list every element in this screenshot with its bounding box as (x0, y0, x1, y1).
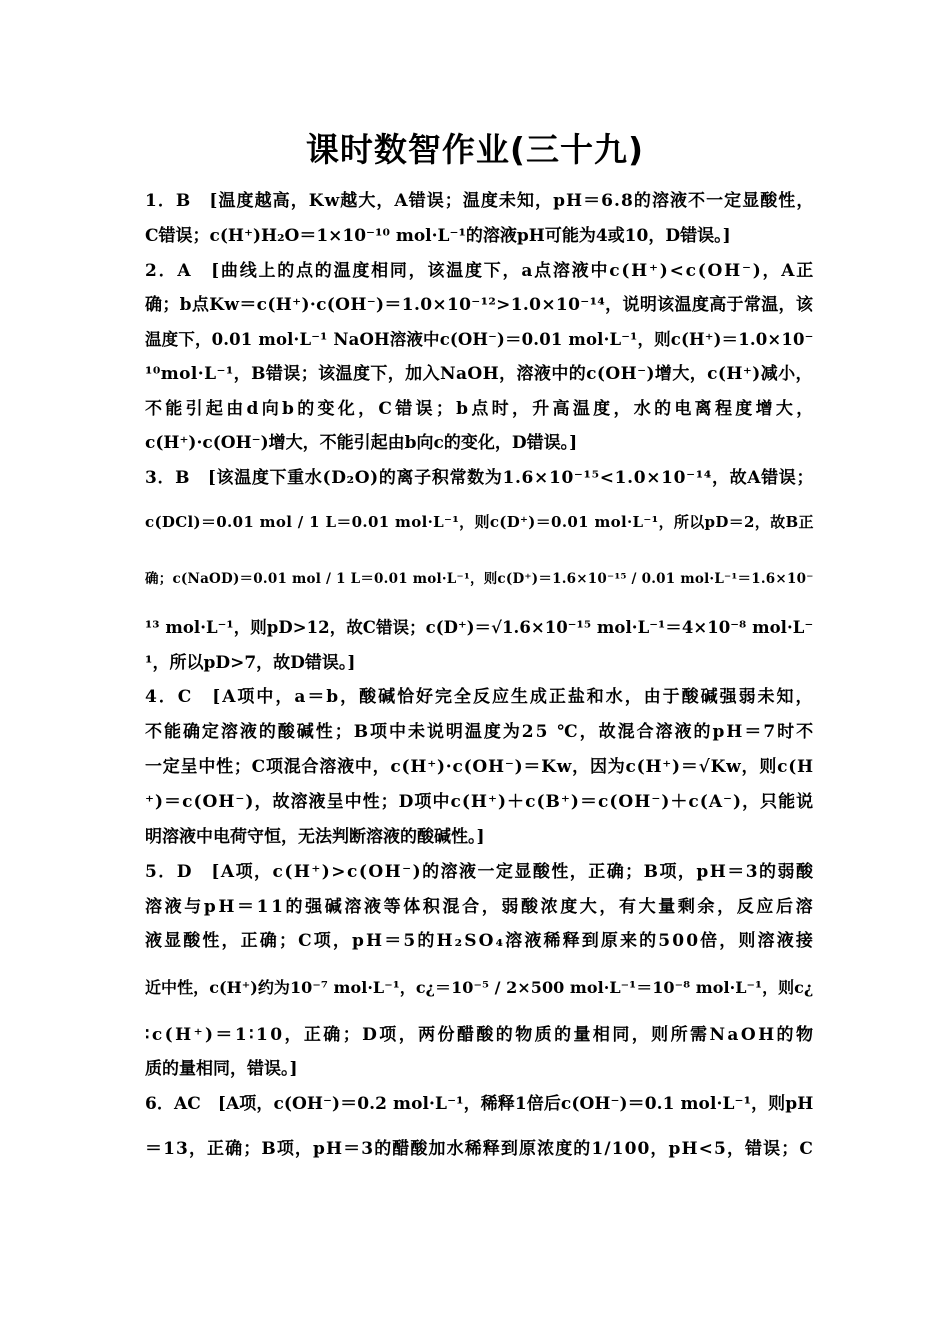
text-line: 明溶液中电荷守恒，无法判断溶液的酸碱性。] (145, 827, 485, 847)
text-line: ⁺)＝c(OH⁻)，故溶液呈中性；D项中c(H⁺)＋c(B⁺)＝c(OH⁻)＋c(A⁻)，只能说 (145, 792, 815, 812)
text-line: 近中性，c(H⁺)约为10⁻⁷ mol·L⁻¹，c¿＝10⁻⁵ / 2×500 mol·L⁻¹＝10⁻⁸ mol·L⁻¹，则c¿ (145, 978, 814, 997)
text-line: 1．B [温度越高，Kw越大，A错误；温度未知，pH＝6.8的溶液不一定显酸性， (145, 191, 815, 211)
text-line: ∶c(H⁺)＝1∶10，正确；D项，两份醋酸的物质的量相同，则所需NaOH的物 (145, 1025, 816, 1045)
text-line: c(H⁺)·c(OH⁻)增大，不能引起由b向c的变化，D错误。] (145, 433, 578, 453)
text-line: 6．AC [A项，c(OH⁻)＝0.2 mol·L⁻¹，稀释1倍后c(OH⁻)＝0.1 mol·L⁻¹，则pH (145, 1094, 814, 1114)
text-line: ¹³ mol·L⁻¹，则pD>12，故C错误；c(D⁺)＝√1.6×10⁻¹⁵ mol·L⁻¹＝4×10⁻⁸ mol·L⁻ (145, 618, 814, 637)
text-line: 不能确定溶液的酸碱性；B项中未说明温度为25 ℃，故混合溶液的pH＝7时不 (145, 722, 816, 742)
text-line: 溶液与pH＝11的强碱溶液等体积混合，弱酸浓度大，有大量剩余，反应后溶 (145, 897, 816, 917)
text-line: 4．C [A项中，a＝b，酸碱恰好完全反应生成正盐和水，由于酸碱强弱未知， (145, 687, 815, 707)
text-line: C错误；c(H⁺)H₂O＝1×10⁻¹⁰ mol·L⁻¹的溶液pH可能为4或10，D错误。] (145, 226, 731, 246)
text-line: ¹，所以pD>7，故D错误。] (145, 653, 356, 673)
text-line: 温度下，0.01 mol·L⁻¹ NaOH溶液中c(OH⁻)＝0.01 mol·L⁻¹，则c(H⁺)＝1.0×10⁻ (145, 330, 814, 349)
page-title: 课时数智作业(三十九) (305, 130, 645, 169)
text-line: 5．D [A项，c(H⁺)>c(OH⁻)的溶液一定显酸性，正确；B项，pH＝3的弱酸 (145, 862, 815, 882)
text-line: ＝13，正确；B项，pH＝3的醋酸加水稀释到原浓度的1/100，pH<5，错误；C (145, 1139, 814, 1159)
text-line: 3．B [该温度下重水(D₂O)的离子积常数为1.6×10⁻¹⁵<1.0×10⁻¹⁴，故A错误； (145, 468, 815, 488)
text-line: 确；b点Kw＝c(H⁺)·c(OH⁻)＝1.0×10⁻¹²>1.0×10⁻¹⁴，说明该温度高于常温，该 (145, 295, 814, 315)
text-line: c(DCl)＝0.01 mol / 1 L＝0.01 mol·L⁻¹，则c(D⁺)＝0.01 mol·L⁻¹，所以pD＝2，故B正 (145, 513, 814, 531)
text-line: 液显酸性，正确；C项，pH＝5的H₂SO₄溶液稀释到原来的500倍，则溶液接 (145, 931, 815, 951)
text-line: 2．A [曲线上的点的温度相同，该温度下，a点溶液中c(H⁺)<c(OH⁻)，A正 (145, 261, 816, 281)
text-line: 一定呈中性；C项混合溶液中，c(H⁺)·c(OH⁻)＝Kw，因为c(H⁺)＝√Kw，则c(H (145, 757, 814, 777)
text-line: ¹⁰mol·L⁻¹，B错误；该温度下，加入NaOH，溶液中的c(OH⁻)增大，c(H⁺)减小， (145, 364, 813, 384)
text-line: 确；c(NaOD)＝0.01 mol / 1 L＝0.01 mol·L⁻¹，则c(D⁺)＝1.6×10⁻¹⁵ / 0.01 mol·L⁻¹＝1.6×10⁻ (145, 571, 814, 587)
text-line: 不能引起由d向b的变化，C错误；b点时，升高温度，水的电离程度增大， (145, 399, 817, 419)
text-line: 质的量相同，错误。] (145, 1059, 298, 1079)
